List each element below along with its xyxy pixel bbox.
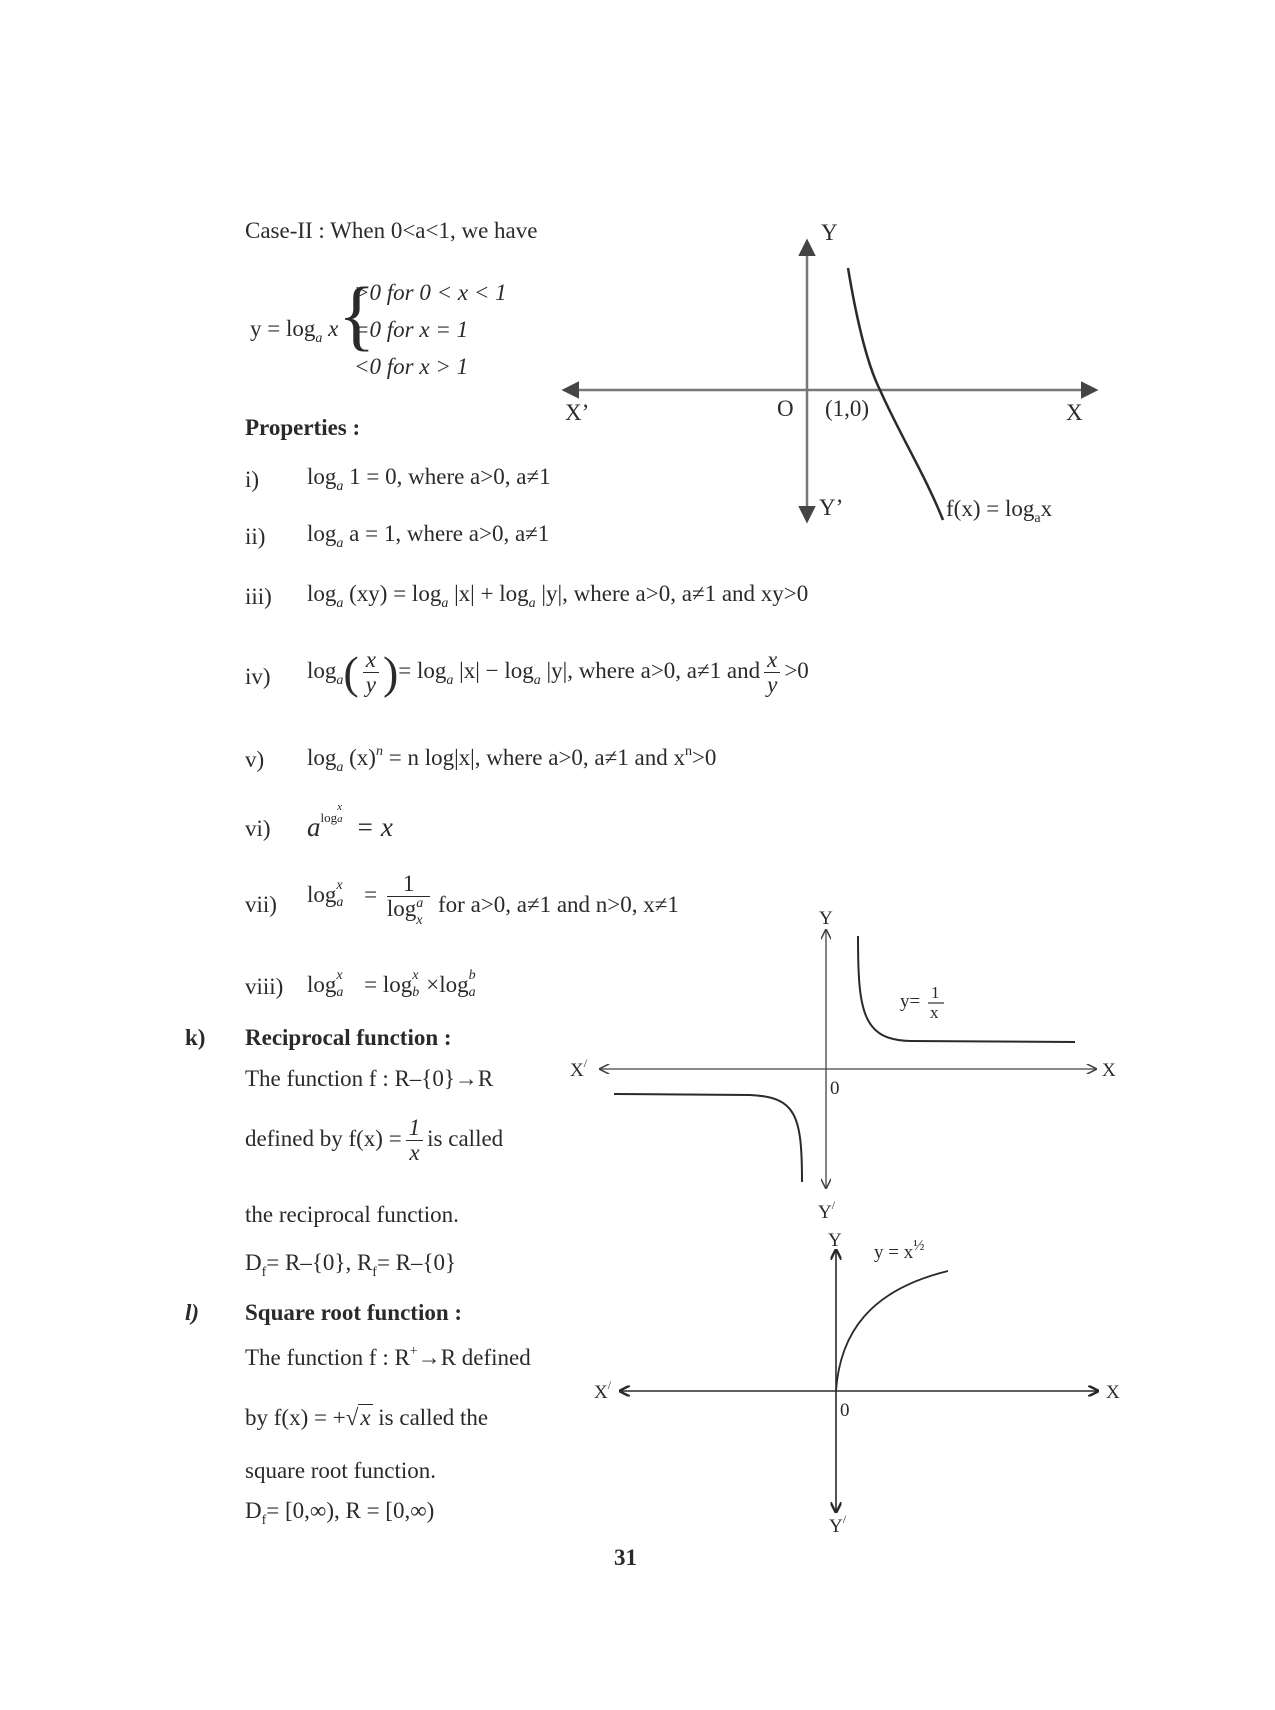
- section-l-line2: by f(x) = +√x is called the: [245, 1405, 489, 1430]
- property-expr: $\log_a$( $\frac{x}{y}$ )= $\log_a |x| - \log_a |y|$, where a>0, a≠1 and $\frac{x}{y}$ >0: [307, 647, 809, 698]
- property-expr: $\log_a a = 1$, where a>0, a≠1: [307, 521, 550, 551]
- property-expr: $\log_a (xy) = \log_a |x| + \log_a |y|$, where a>0, a≠1 and xy>0: [307, 581, 809, 611]
- section-l-line1: The function f : R+→R defined: [245, 1344, 531, 1370]
- section-l-label: l): [185, 1300, 200, 1325]
- property-num: vi): [245, 816, 271, 841]
- section-l-line3: square root function.: [245, 1458, 436, 1483]
- function-label: y=: [900, 991, 921, 1012]
- section-k-line2: defined by f(x) = $\frac{1}{x}$ is called: [245, 1115, 504, 1165]
- property-expr: log x a = log x b ×log b a: [307, 967, 476, 1000]
- reciprocal-curve-q1: [858, 936, 1075, 1042]
- section-l-title: Square root function :: [245, 1300, 463, 1325]
- property-num: iii): [245, 584, 272, 609]
- section-k-line3: the reciprocal function.: [245, 1202, 459, 1227]
- function-label: $y = x^{\frac{1}{2}}$: [874, 1238, 925, 1263]
- property-expr: $a^{log x a}$ = x: [307, 801, 393, 842]
- property-num: viii): [245, 974, 284, 999]
- section-k-label: k): [185, 1025, 206, 1050]
- y-prime-label: Y’: [819, 495, 844, 520]
- property-num: ii): [245, 524, 266, 549]
- origin-label: 0: [830, 1078, 840, 1099]
- property-num: v): [245, 747, 265, 772]
- x-label: X: [1106, 1382, 1120, 1403]
- x-prime-label: X/: [594, 1378, 612, 1403]
- property-num: i): [245, 467, 260, 492]
- origin-label: O: [777, 396, 794, 421]
- y-label: Y: [819, 908, 833, 929]
- function-label: $f(x) = \log_ax$: [946, 496, 1053, 526]
- properties-heading: Properties :: [245, 415, 361, 440]
- case2-case-3: <0 for x > 1: [354, 354, 469, 379]
- origin-label: 0: [840, 1400, 850, 1421]
- property-expr: $\log_a (x)^n = n$ log|x|, where a>0, a≠1 and $x^n>0$: [307, 744, 717, 775]
- property-num: iv): [245, 664, 271, 689]
- section-k-title: Reciprocal function :: [245, 1025, 452, 1050]
- y-prime-label: Y/: [829, 1512, 847, 1537]
- page-number: 31: [614, 1545, 637, 1570]
- case2-case-1: >0 for 0 < x < 1: [354, 280, 507, 305]
- log-curve: [848, 268, 943, 520]
- y-label: Y: [821, 220, 838, 245]
- function-label-numerator: 1: [931, 983, 940, 1002]
- property-expr: $\log_a 1 = 0$, where a>0, a≠1: [307, 464, 551, 494]
- section-k-line1: The function f : R–{0}→R: [245, 1066, 494, 1091]
- case2-heading: Case-II : When 0<a<1, we have: [245, 218, 538, 243]
- sqrt-curve: [836, 1271, 948, 1391]
- section-k-domain: $D_f= R-\{0\}$, $R_f= R-\{0\}$: [245, 1250, 457, 1280]
- square-root-graph: [580, 1228, 1140, 1538]
- property-cond: for a>0, a≠1 and n>0, x≠1: [438, 892, 679, 917]
- x-label: X: [1066, 400, 1083, 425]
- x-prime-label: X/: [570, 1056, 588, 1081]
- section-l-domain: $D_f= [0,\infty)$, R = [0,∞): [245, 1498, 435, 1528]
- property-num: vii): [245, 892, 277, 917]
- property-expr: log x a = 1 log a x: [307, 872, 434, 921]
- point-label: (1,0): [825, 396, 870, 421]
- y-label: Y: [828, 1230, 842, 1251]
- x-label: X: [1102, 1060, 1116, 1081]
- case2-case-2: =0 for x = 1: [354, 317, 469, 342]
- function-label-denominator: x: [930, 1003, 939, 1022]
- case2-lhs: $y = \log_a x$: [250, 316, 339, 346]
- log-decreasing-graph: [555, 220, 1115, 540]
- x-prime-label: X’: [565, 400, 590, 425]
- reciprocal-curve-q3: [614, 1094, 802, 1182]
- reciprocal-graph: [570, 900, 1130, 1230]
- case2-brace: {: [338, 271, 376, 358]
- y-prime-label: Y/: [818, 1198, 836, 1223]
